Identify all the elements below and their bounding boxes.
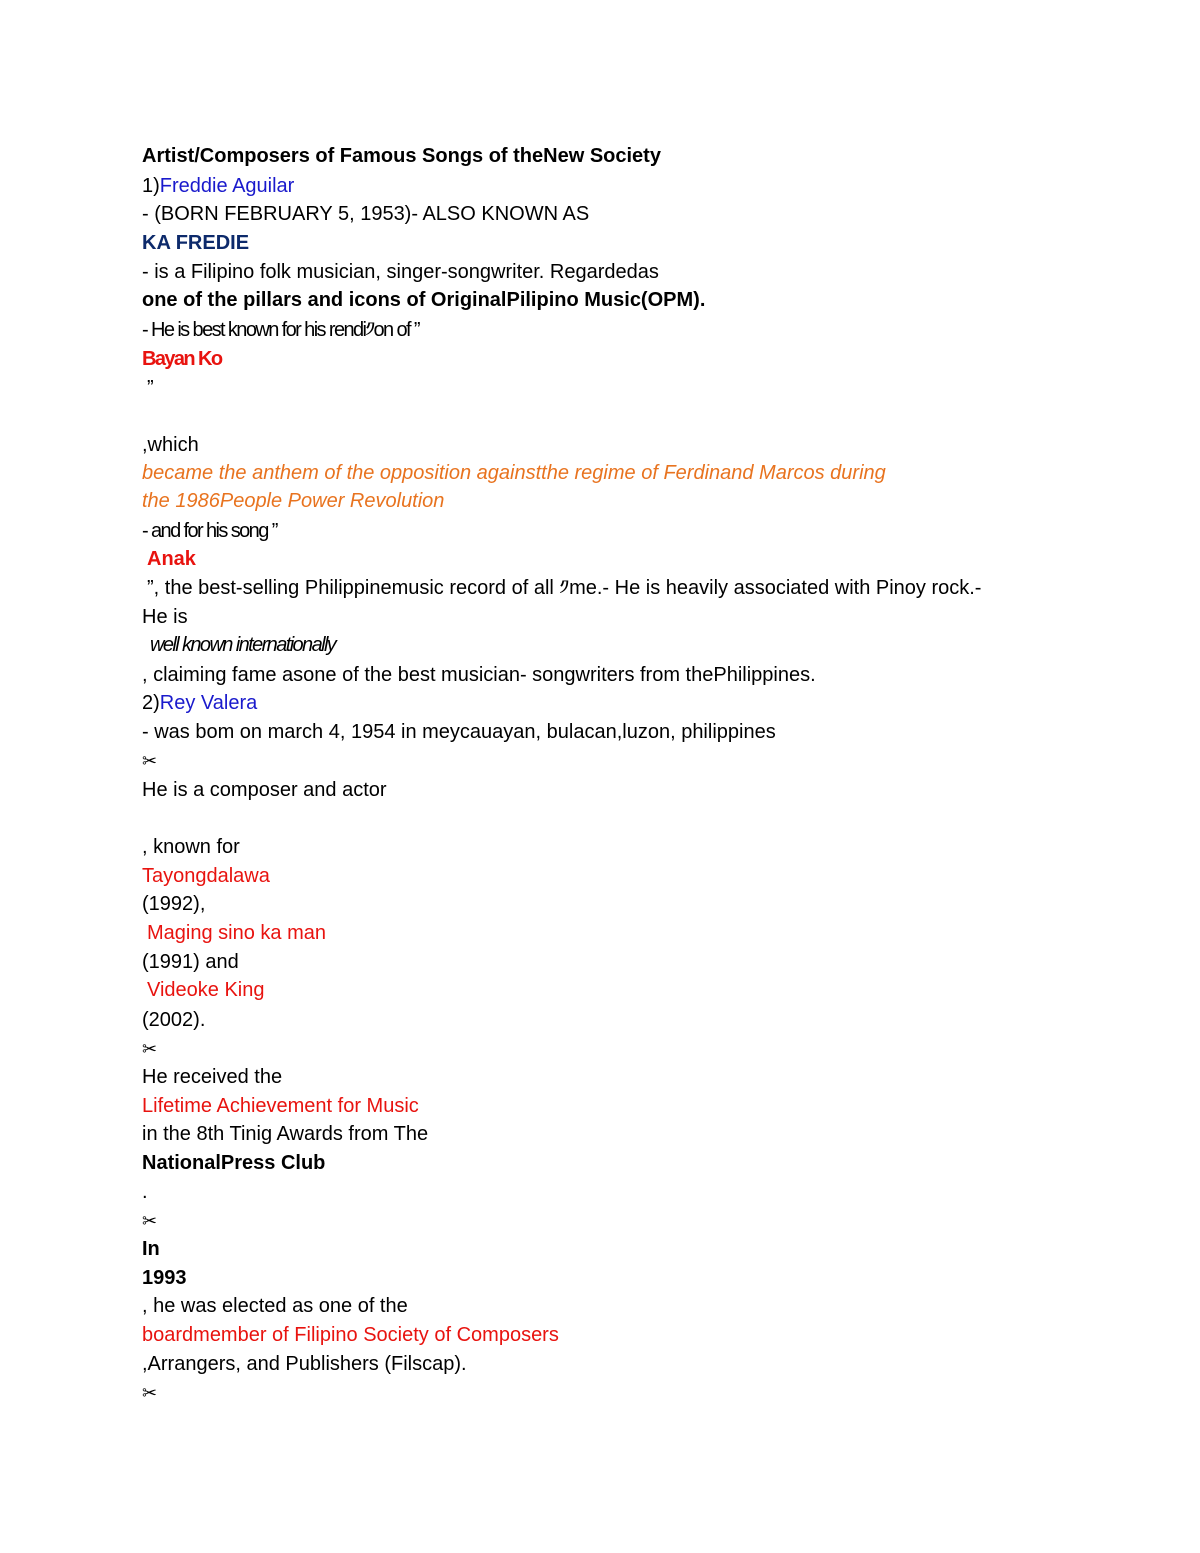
- award-name: Lifetime Achievement for Music: [142, 1095, 419, 1117]
- received-text: He received the: [142, 1066, 283, 1088]
- period-text: .: [142, 1181, 148, 1203]
- bullet-scissors-icon: ✂: [142, 1211, 158, 1231]
- artist-1-name: Freddie Aguilar: [159, 175, 295, 197]
- artist-1-known-for: - He is best known for his rendi༡on of ”: [142, 319, 419, 341]
- artist-1-description: - is a Filipino folk musician, singer-songwriter. Regardedas: [142, 261, 659, 283]
- year-1993: 1993: [142, 1267, 187, 1289]
- close-quote: ”: [147, 377, 154, 399]
- film-videoke-king: Videoke King: [147, 979, 265, 1001]
- film-2-year: (1991) and: [142, 951, 239, 973]
- bullet-scissors-icon: ✂: [142, 1383, 158, 1403]
- bullet-scissors-icon: ✂: [142, 1039, 158, 1059]
- song-bayan-ko: Bayan Ko: [142, 348, 222, 370]
- known-for-text: , known for: [142, 836, 240, 858]
- anthem-line-2: the 1986People Power Revolution: [142, 490, 445, 512]
- film-maging-sino-ka-man: Maging sino ka man: [147, 922, 326, 944]
- in-text: In: [142, 1238, 160, 1260]
- artist-1-number: 1): [142, 175, 160, 197]
- which-text: ,which: [142, 434, 199, 456]
- film-1-year: (1992),: [142, 893, 206, 915]
- arrangers-text: ,Arrangers, and Publishers (Filscap).: [142, 1353, 467, 1375]
- artist-1-pillar: one of the pillars and icons of OriginalPilipino Music(OPM).: [142, 289, 706, 311]
- artist-1-heading: [142, 174, 294, 198]
- award-detail: in the 8th Tinig Awards from The: [142, 1123, 429, 1145]
- song-intro: - and for his song ”: [142, 520, 277, 542]
- film-3-year: (2002).: [142, 1009, 206, 1031]
- artist-2-number: 2): [142, 692, 160, 714]
- anthem-line-1: became the anthem of the opposition againstthe regime of Ferdinand Marcos during: [142, 462, 886, 484]
- best-selling-line: ”, the best-selling Philippinemusic record of all ༡me.- He is heavily associated with Pinoy rock.-: [147, 577, 982, 599]
- fame-line: , claiming fame asone of the best musician- songwriters from thePhilippines.: [142, 664, 816, 686]
- composer-line: He is a composer and actor: [142, 779, 387, 801]
- artist-1-born: - (BORN FEBRUARY 5, 1953)- ALSO KNOWN AS: [142, 203, 590, 225]
- artist-2-born: - was bom on march 4, 1954 in meycauayan, bulacan,luzon, philippines: [142, 721, 776, 743]
- bullet-scissors-icon: ✂: [142, 751, 158, 771]
- document-title: Artist/Composers of Famous Songs of theNew Society: [142, 145, 661, 167]
- board-member-text: boardmember of Filipino Society of Composers: [142, 1324, 559, 1346]
- song-anak: Anak: [147, 548, 196, 570]
- elected-text: , he was elected as one of the: [142, 1295, 408, 1317]
- artist-2-heading: [142, 691, 257, 715]
- well-known-internationally: well known internationally: [150, 634, 336, 656]
- national-press-club: NationalPress Club: [142, 1152, 326, 1174]
- he-is-text: He is: [142, 606, 188, 628]
- artist-1-alias: KA FREDIE: [142, 232, 250, 254]
- artist-2-name: Rey Valera: [159, 692, 258, 714]
- film-tayongdalawa: Tayongdalawa: [142, 865, 270, 887]
